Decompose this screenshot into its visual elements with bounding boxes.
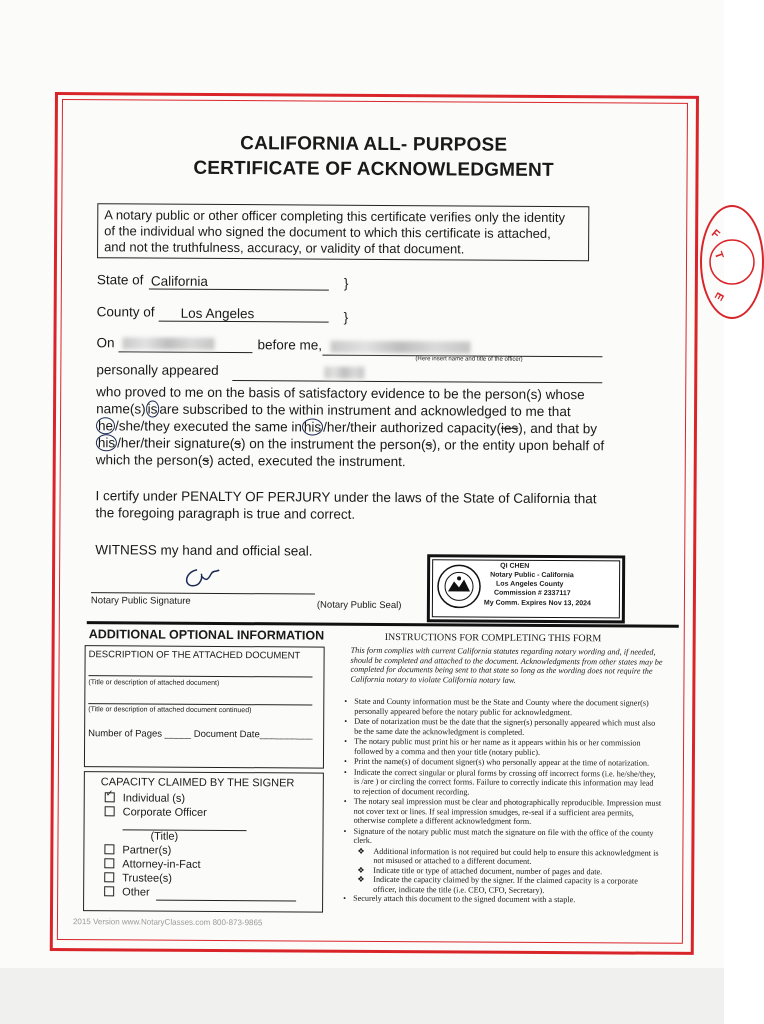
capacity-box [83,771,324,912]
circled-is: is [146,401,160,418]
other-field[interactable] [156,899,296,902]
redacted-officer [330,341,470,354]
instruction-item: • Signature of the notary public must match the signature on file with the office of the county clerk. [343,826,654,845]
instruction-text: Date of notarization must be the date that the signer(s) personally appeared which must also be the same date the acknowledgment is completed. [354,716,656,737]
officer-field[interactable] [322,339,602,358]
doc-title-cont-hint: (Title or description of attached document continued) [88,706,252,715]
seal-title: Notary Public - California [490,571,574,580]
checkbox-corporate[interactable] [105,806,115,816]
capacity-individual-label: Individual (s) [122,792,186,805]
instruction-text: The notary seal impression must be clear and photographically reproducible. Impression must not cover text or lines. If seal impression smudges, re-seal if a sufficient area permits, otherwise complete a different acknowledgment form. [353,796,662,826]
instruction-text: The notary public must print his or her name as it appears within his or her commission followed by a comma and then your title (notary public). [353,736,641,757]
instruction-text: Securely attach this document to the signed document with a staple. [353,893,576,905]
witness-line: WITNESS my hand and official seal. [95,542,313,559]
circled-he: he [96,417,115,434]
doc-title-cont-field[interactable] [88,702,312,705]
circled-his-2: his [96,434,117,451]
instruction-subtext: Indicate the capacity claimed by the signer. If the claimed capacity is a corporate officer, indicate the title (i.e. CEO, CFO, Secretary). [373,874,638,895]
body-l2-c: are subscribed to the within instrument and acknowledged to me that [159,401,571,420]
instruction-subitem: ❖ Additional information is not required but could help to ensure this acknowledgment is not misused or attached to a different document. [357,846,659,866]
seal-commission: Commission # 2337117 [493,589,571,598]
signature-line[interactable] [91,591,315,594]
instruction-subtext: Indicate title or type of attached document, number of pages and date. [373,865,603,876]
description-heading: DESCRIPTION OF THE ATTACHED DOCUMENT [88,649,301,662]
instruction-item: • Securely attach this document to the signed document with a staple. [343,893,576,905]
state-label: State of [96,272,144,288]
instruction-item: • State and County information must be the State and County where the document signer(s) personally appeared before the notary public for acknowledgment. [344,696,649,717]
struck-s-3: s [202,452,210,468]
instruction-subitem: ❖ Indicate title or type of attached document, number of pages and date. [357,865,603,876]
capacity-heading: CAPACITY CLAIMED BY THE SIGNER [100,776,295,790]
struck-s-2: s [425,437,433,453]
capacity-individual[interactable] [105,792,185,804]
officer-title-field[interactable] [123,828,247,831]
description-box [84,645,325,768]
county-brace: } [343,309,349,325]
state-value: California [150,273,208,289]
body-l5-a: which the person( [95,452,203,468]
handwritten-signature [179,562,239,592]
instruction-text: Indicate the correct singular or plural forms by crossing off incorrect forms (i.e. he/she/they, is /are ) or circling the correct forms. Failure to correctly indicate this information may lead to rejection of document recording. [353,767,656,797]
instruction-text: Print the name(s) of document signer(s) who personally appear at the time of notarization. [353,756,650,768]
body-l3-d: /her/their authorized capacity( [323,419,502,436]
capacity-attorney[interactable] [104,858,200,871]
seal-name: QI CHEN [500,562,530,570]
instruction-item: • Indicate the correct singular or plural forms by crossing off incorrect forms (i.e. he/she/they, is /are ) or circling the correct forms. Failure to correctly indicate this information may lead to rejection of document recording. [343,767,656,797]
pages-date-line[interactable]: Number of Pages _____ Document Date__________ [88,728,313,741]
checkbox-other[interactable] [104,886,114,896]
date-field[interactable] [118,335,252,353]
signer-field[interactable] [232,364,602,383]
paper-bottom-edge [0,968,724,1024]
capacity-corporate-label: Corporate Officer [122,806,207,819]
instruction-subitem: ❖ Indicate the capacity claimed by the signer. If the claimed capacity is a corporate officer, indicate the title (i.e. CEO, CFO, Secretary). [357,874,638,895]
circled-his: his [302,418,323,435]
capacity-attorney-label: Attorney-in-Fact [122,858,201,871]
body-l5-c: ) acted, executed the instrument. [209,452,406,470]
instruction-subtext: Additional information is not required but could help to ensure this acknowledgment is not misused or attached to a different document. [373,846,659,866]
county-value: Los Angeles [180,305,255,322]
title-line-1: CALIFORNIA ALL- PURPOSE [240,133,508,156]
svg-text:T: T [711,250,726,261]
struck-s-1: s [234,436,242,452]
checkbox-attorney[interactable] [104,858,114,868]
certificate [57,99,686,942]
certify-line-2: the foregoing paragraph is true and correct. [95,505,356,522]
instructions-intro: This form complies with current California statutes regarding notary wording and, if needed, should be completed and attached to the document. Acknowledgments from other states may be completed for documents being sent to that state so long as the wording does not require the California notary to violate California notary law. [350,645,663,685]
struck-ies: ies [500,420,519,436]
svg-text:E: E [711,290,726,303]
body-l3-b: /she/they executed the same in [114,418,302,435]
instruction-text: Signature of the notary public must match the signature on file with the office of the county clerk. [353,826,654,845]
instructions-heading: INSTRUCTIONS FOR COMPLETING THIS FORM [384,631,602,645]
body-line-5 [96,451,406,470]
county-label: County of [96,304,155,320]
state-seal-icon [436,563,482,609]
notice-line-2: of the individual who signed the document to which this certificate is attached, [104,223,551,241]
body-l4-d: ) on the instrument the person( [240,436,426,453]
seal-label: (Notary Public Seal) [316,599,402,612]
checkbox-partner[interactable] [104,844,114,854]
state-brace: } [343,275,349,291]
on-label: On [96,335,115,351]
capacity-corporate[interactable] [105,806,207,819]
certify-line-1: I certify under PENALTY OF PERJURY under the laws of the State of California that [95,488,597,507]
seal-expires: My Comm. Expires Nov 13, 2024 [483,599,591,608]
checkbox-trustee[interactable] [104,872,114,882]
notice-line-1: A notary public or other officer completing this certificate verifies only the identity [104,207,566,226]
body-l2-a: name(s) [96,401,146,417]
capacity-trustee[interactable] [104,872,172,884]
notice-box [97,203,589,261]
capacity-other-label: Other [122,886,150,899]
body-l4-b: /her/their signature( [117,435,235,452]
state-field[interactable] [149,273,329,291]
body-line-1: who proved to me on the basis of satisfactory evidence to be the person(s) whose [96,384,585,403]
instruction-text: State and County information must be the State and County where the document signer(s) personally appeared before the notary public for acknowledgment. [354,696,649,717]
instruction-item: • The notary seal impression must be clear and photographically reproducible. Impression must not cover text or lines. If seal impression smudges, re-seal if a sufficient area permits, otherwise complete a different acknowledgment form. [343,796,662,826]
version-footer: 2015 Version www.NotaryClasses.com 800-873-9865 [72,917,263,928]
capacity-partner-label: Partner(s) [122,844,172,857]
notice-line-3: and not the truthfulness, accuracy, or validity of that document. [104,239,465,257]
capacity-partner[interactable] [104,844,171,856]
instruction-item: • Date of notarization must be the date that the signer(s) personally appeared which must also be the same date the acknowledgment is completed. [344,716,656,737]
instructions-list [343,697,662,905]
capacity-other[interactable] [104,886,150,898]
before-me-label: before me, [257,337,323,353]
body-l3-f: ), and that by [518,420,598,437]
instruction-item: • Print the name(s) of document signer(s) who personally appear at the time of notarization. [343,756,650,768]
county-field[interactable] [159,305,329,323]
optional-heading: ADDITIONAL OPTIONAL INFORMATION [88,627,325,643]
personally-appeared-label: personally appeared [96,362,219,378]
svg-text:F: F [709,227,722,242]
red-stamp-partial [700,205,764,319]
doc-title-field[interactable] [88,674,312,677]
seal-county: Los Angeles County [496,580,564,589]
instruction-item: • The notary public must print his or her name as it appears within his or her commission followed by a comma and then your title (notary public). [344,736,641,757]
doc-title-hint: (Title or description of attached document) [88,679,220,687]
officer-title-label: (Title) [150,830,179,843]
capacity-trustee-label: Trustee(s) [122,872,172,885]
notary-seal [427,554,625,623]
checkbox-individual-checked[interactable] [105,792,115,802]
title-line-2: CERTIFICATE OF ACKNOWLEDGMENT [193,157,554,182]
redacted-date [122,337,214,350]
body-l4-f: ), or the entity upon behalf of [432,437,605,454]
officer-hint: (Here insert name and title of the officer) [415,356,523,363]
redacted-signer [324,367,364,379]
signature-label: Notary Public Signature [90,595,191,607]
